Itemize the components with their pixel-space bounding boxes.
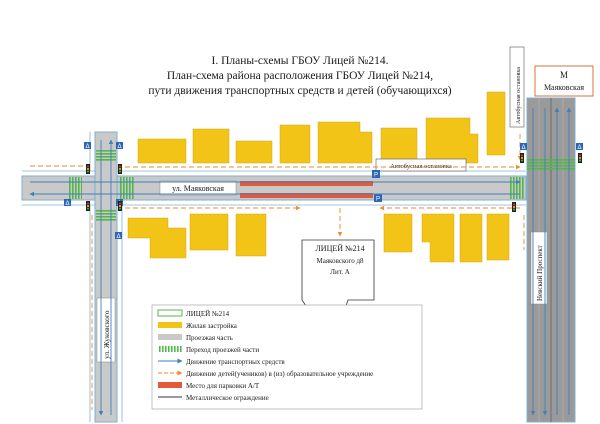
map-title-line-3: пути движения транспортных средств и детей (обучающихся): [148, 85, 452, 97]
ped-sign-6: [576, 143, 583, 151]
svg-text:Металлическое ограждение: Металлическое ограждение: [186, 394, 269, 402]
crossing-zhukovskogo-top: [96, 149, 116, 161]
svg-text:Проезжая часть: Проезжая часть: [186, 334, 233, 342]
legend-item-children: [158, 370, 373, 378]
svg-text:P: P: [375, 196, 381, 203]
metro-station-name: Маяковская: [543, 83, 585, 92]
parking-sign-north: [372, 170, 380, 179]
zhukovskogo-street-label: ул. Жуковского: [102, 310, 111, 359]
school-address-line-1: Маяковского д8: [316, 257, 364, 265]
svg-text:Переход проезжей части: Переход проезжей части: [186, 346, 260, 354]
traffic-light-5: [520, 153, 524, 163]
svg-text:Δ: Δ: [65, 199, 70, 207]
ped-sign-2: [116, 142, 123, 150]
ped-sign-3: [64, 199, 71, 207]
svg-text:ЛИЦЕЙ №214: ЛИЦЕЙ №214: [186, 310, 230, 318]
traffic-light-1: [86, 164, 90, 174]
crossing-mayakovskaya-east: [120, 177, 134, 199]
metro-letter: М: [559, 70, 569, 80]
bus-stop-top-label: Автобусная остановка: [390, 163, 452, 170]
traffic-light-2: [118, 164, 122, 174]
zhukovskogo-road: [95, 132, 117, 422]
bus-stop-right-label: Автобусная остановка: [516, 67, 522, 124]
mayakovskaya-street-label: ул. Маяковская: [172, 184, 224, 193]
ped-sign-5: [520, 143, 527, 151]
crossing-mayakovskaya-nevsky: [510, 177, 524, 199]
svg-text:P: P: [373, 172, 379, 179]
svg-text:Δ: Δ: [116, 232, 121, 240]
map-title-line-2: План-схема района расположения ГБОУ Лицей №214,: [166, 70, 434, 82]
svg-text:Δ: Δ: [577, 143, 582, 151]
svg-text:Движение детей(учеников) в (из: Движение детей(учеников) в (из) образовательное учреждение: [186, 370, 374, 378]
svg-text:Δ: Δ: [521, 143, 526, 151]
nevsky-prospekt-label: Невский Проспект: [536, 245, 544, 301]
svg-text:Место для парковки А/Т: Место для парковки А/Т: [186, 382, 260, 390]
parking-sign-south: [374, 194, 382, 203]
ped-sign-7: [115, 232, 122, 240]
traffic-light-4: [118, 201, 122, 211]
traffic-light-3: [86, 201, 90, 211]
traffic-light-7: [512, 202, 516, 212]
school-name-label: ЛИЦЕЙ №214: [315, 244, 365, 253]
svg-text:Жилая застройка: Жилая застройка: [186, 322, 237, 330]
crossing-mayakovskaya-west: [68, 177, 82, 199]
legend: [152, 305, 422, 409]
svg-text:Δ: Δ: [117, 142, 122, 150]
traffic-light-6: [578, 153, 582, 163]
crossing-zhukovskogo-bottom: [96, 210, 116, 222]
svg-text:Δ: Δ: [85, 142, 90, 150]
ped-sign-1: [84, 142, 91, 150]
map-title-line-1: I. Планы-схемы ГБОУ Лицей №214.: [211, 55, 389, 67]
crossing-nevsky: [527, 158, 575, 170]
svg-text:Движение транспортных средств: Движение транспортных средств: [186, 358, 285, 366]
school-address-line-2: Лит. А: [330, 268, 350, 276]
